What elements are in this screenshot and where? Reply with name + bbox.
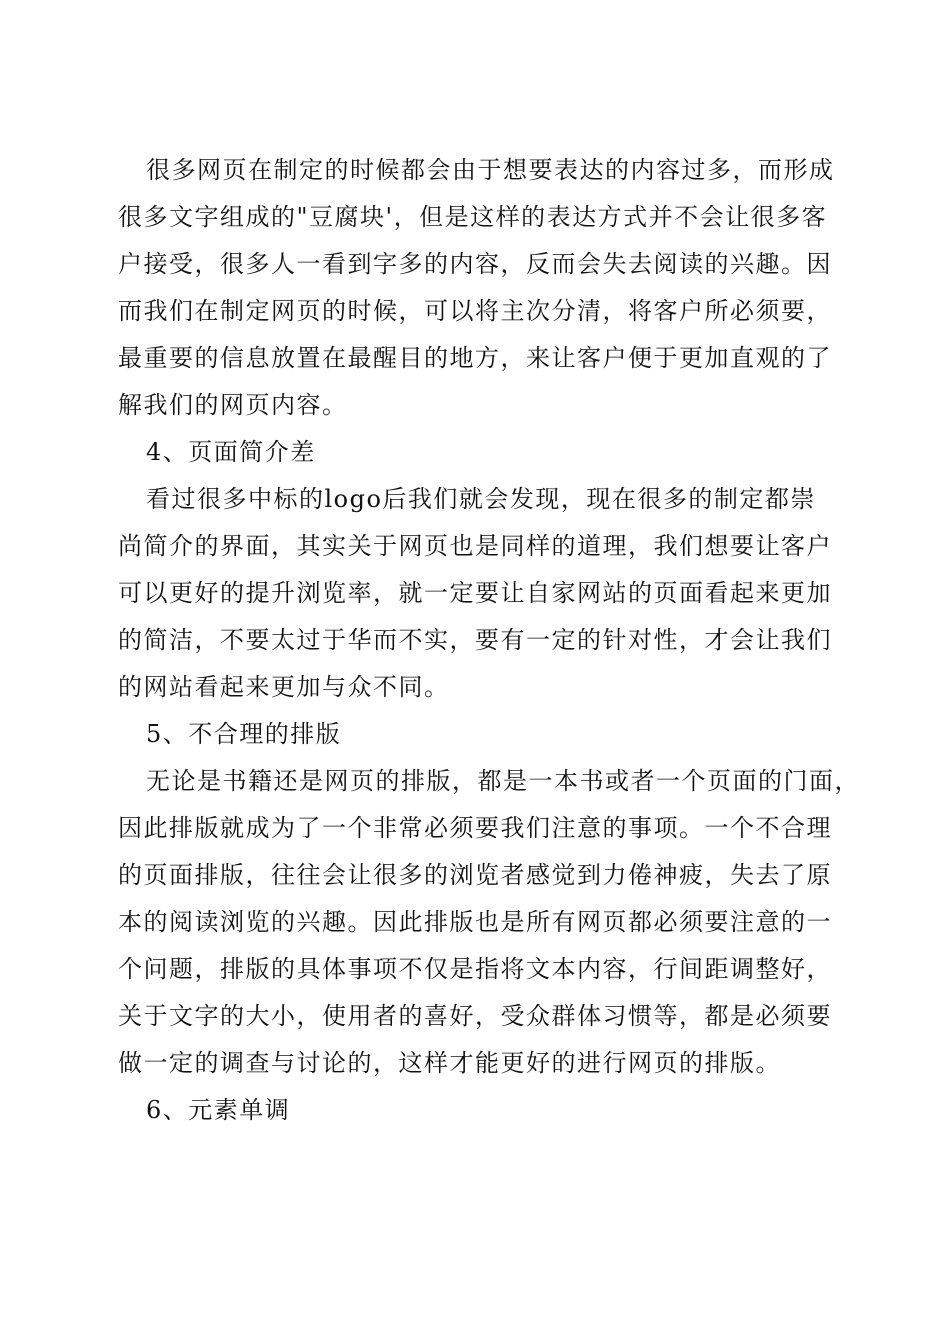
section-heading: 4、页面简介差 [146,438,316,466]
text-line: 尚简介的界面，其实关于网页也是同样的道理，我们想要让客户 [118,532,832,560]
text-line: 做一定的调查与讨论的，这样才能更好的进行网页的排版。 [118,1049,781,1077]
document-body [118,147,860,1134]
text-line: 无论是书籍还是网页的排版，都是一本书或者一个页面的门面， [146,767,860,795]
text-line: 很多文字组成的"豆腐块'，但是这样的表达方式并不会让很多客 [118,203,828,231]
section-heading: 6、元素单调 [146,1096,291,1124]
text-line: 很多网页在制定的时候都会由于想要表达的内容过多，而形成 [146,156,835,184]
text-line: 个问题，排版的具体事项不仅是指将文本内容，行间距调整好， [118,955,832,983]
text-line: 本的阅读浏览的兴趣。因此排版也是所有网页都必须要注意的一 [118,908,832,936]
text-line: 可以更好的提升浏览率，就一定要让自家网站的页面看起来更加 [118,579,832,607]
text-line: 最重要的信息放置在最醒目的地方，来让客户便于更加直观的了 [118,344,832,372]
text-line: 看过很多中标的logo后我们就会发现，现在很多的制定都崇 [146,485,816,513]
text-line: 的网站看起来更加与众不同。 [118,673,450,701]
text-line: 解我们的网页内容。 [118,391,348,419]
section-heading: 5、不合理的排版 [146,720,342,748]
text-line: 关于文字的大小，使用者的喜好，受众群体习惯等，都是必须要 [118,1002,832,1030]
text-line: 的简洁，不要太过于华而不实，要有一定的针对性，才会让我们 [118,626,832,654]
text-line: 因此排版就成为了一个非常必须要我们注意的事项。一个不合理 [118,814,832,842]
text-line: 户接受，很多人一看到字多的内容，反而会失去阅读的兴趣。因 [118,250,832,278]
text-line: 而我们在制定网页的时候，可以将主次分清，将客户所必须要， [118,297,832,325]
text-line: 的页面排版，往往会让很多的浏览者感觉到力倦神疲，失去了原 [118,861,832,889]
